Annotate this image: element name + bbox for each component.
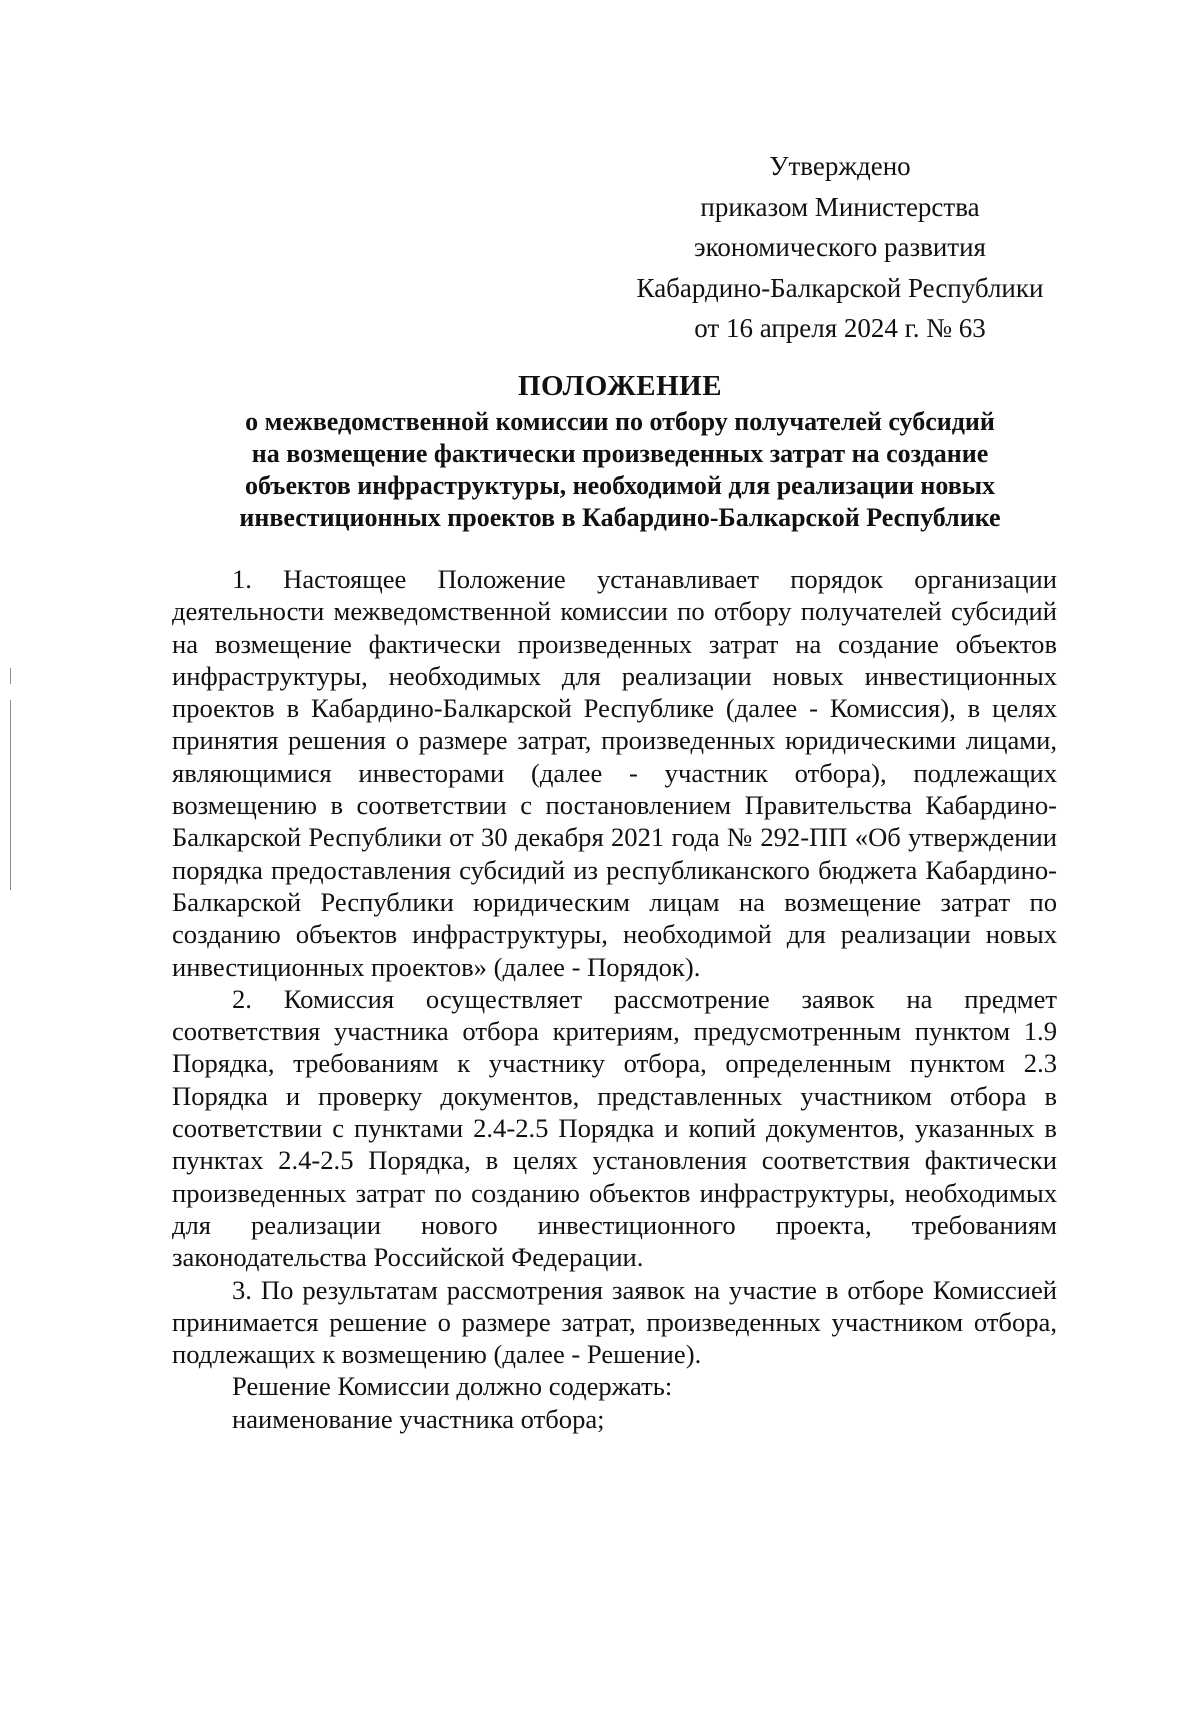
approval-stamp-block bbox=[600, 146, 1080, 349]
document-title: ПОЛОЖЕНИЕ bbox=[517, 370, 723, 402]
approval-line: приказом Министерства bbox=[700, 191, 980, 222]
approval-line: Утверждено bbox=[769, 151, 911, 181]
approval-line: экономического развития bbox=[694, 232, 986, 262]
document-body bbox=[172, 563, 1057, 1435]
document-subtitle bbox=[170, 406, 1070, 534]
subtitle-line: инвестиционных проектов в Кабардино-Балкарской Республике bbox=[239, 503, 1001, 532]
subtitle-line: на возмещение фактически произведенных затрат на создание bbox=[251, 439, 989, 468]
scan-artifact-line bbox=[10, 700, 11, 890]
paragraph-participant-name: наименование участника отбора; bbox=[232, 1403, 605, 1434]
paragraph-2: 2. Комиссия осуществляет рассмотрение заявок на предмет соответствия участника отбора критериям, предусмотренным пунктом 1.9 Порядка, требованиям к участнику отбора, определенным пунктом 2.3 Порядка и проверку документов, представленных участником отбора в соответствии с пунктами 2.4-2.5 Порядка и копий документов, указанных в пунктах 2.4-2.5 Порядка, в целях установления соответствия фактически произведенных затрат по созданию объектов инфраструктуры, необходимых для реализации нового инвестиционного проекта, требованиям законодательства Российской Федерации. bbox=[172, 983, 1057, 1273]
document-heading bbox=[170, 368, 1070, 534]
scan-artifact-mark bbox=[10, 668, 11, 684]
paragraph-3: 3. По результатам рассмотрения заявок на участие в отборе Комиссией принимается решение о размере затрат, произведенных участником отбора, подлежащих к возмещению (далее - Решение). bbox=[172, 1274, 1057, 1370]
approval-line: от 16 апреля 2024 г. № 63 bbox=[694, 313, 986, 343]
subtitle-line: объектов инфраструктуры, необходимой для реализации новых bbox=[244, 471, 996, 500]
subtitle-line: о межведомственной комиссии по отбору получателей субсидий bbox=[245, 407, 995, 436]
paragraph-1: 1. Настоящее Положение устанавливает порядок организации деятельности межведомственной комиссии по отбору получателей субсидий на возмещение фактически произведенных затрат на создание объектов инфраструктуры, необходимых для реализации новых инвестиционных проектов в Кабардино-Балкарской Республике (далее - Комиссия), в целях принятия решения о размере затрат, произведенных юридическими лицами, являющимися инвесторами (далее - участник отбора), подлежащих возмещению в соответствии с постановлением Правительства Кабардино-Балкарской Республики от 30 декабря 2021 года № 292-ПП «Об утверждении порядка предоставления субсидий из республиканского бюджета Кабардино-Балкарской Республики юридическим лицам на возмещение затрат по созданию объектов инфраструктуры, необходимой для реализации новых инвестиционных проектов» (далее - Порядок). bbox=[172, 564, 1057, 982]
paragraph-decision-contents: Решение Комиссии должно содержать: bbox=[232, 1371, 673, 1402]
approval-line: Кабардино-Балкарской Республики bbox=[636, 272, 1044, 303]
